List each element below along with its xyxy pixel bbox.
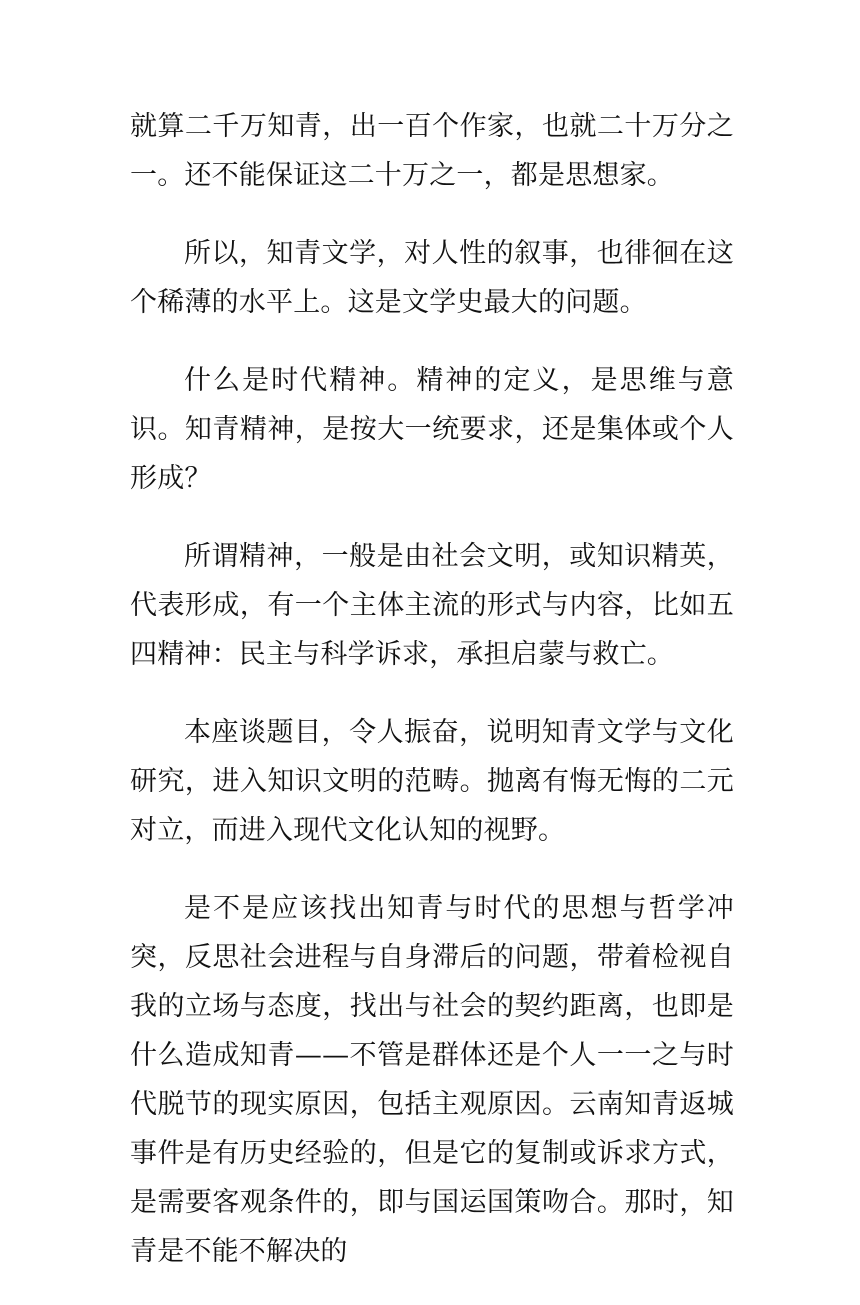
- paragraph-5: 本座谈题目，令人振奋，说明知青文学与文化研究，进入知识文明的范畴。抛离有悔无悔的二元对立，而进入现代文化认知的视野。: [130, 717, 734, 846]
- paragraph-1: 就算二千万知青，出一百个作家，也就二十万分之一。还不能保证这二十万之一，都是思想家。: [130, 111, 734, 191]
- paragraph-4: 所谓精神，一般是由社会文明，或知识精英，代表形成，有一个主体主流的形式与内容，比如五四精神：民主与科学诉求，承担启蒙与救亡。: [130, 541, 734, 670]
- paragraph-2: 所以，知青文学，对人性的叙事，也徘徊在这个稀薄的水平上。这是文学史最大的问题。: [130, 238, 734, 318]
- paragraph-3: 什么是时代精神。精神的定义，是思维与意识。知青精神，是按大一统要求，还是集体或个人形成？: [130, 365, 734, 494]
- paragraph-6: 是不是应该找出知青与时代的思想与哲学冲突，反思社会进程与自身滞后的问题，带着检视自我的立场与态度，找出与社会的契约距离，也即是什么造成知青——不管是群体还是个人一一之与时代脱节的现实原因，包括主观原因。云南知青返城事件是有历史经验的，但是它的复制或诉求方式，是需要客观条件的，即与国运国策吻合。那时，知青是不能不解决的: [130, 893, 734, 1267]
- document-body: [130, 102, 734, 1305]
